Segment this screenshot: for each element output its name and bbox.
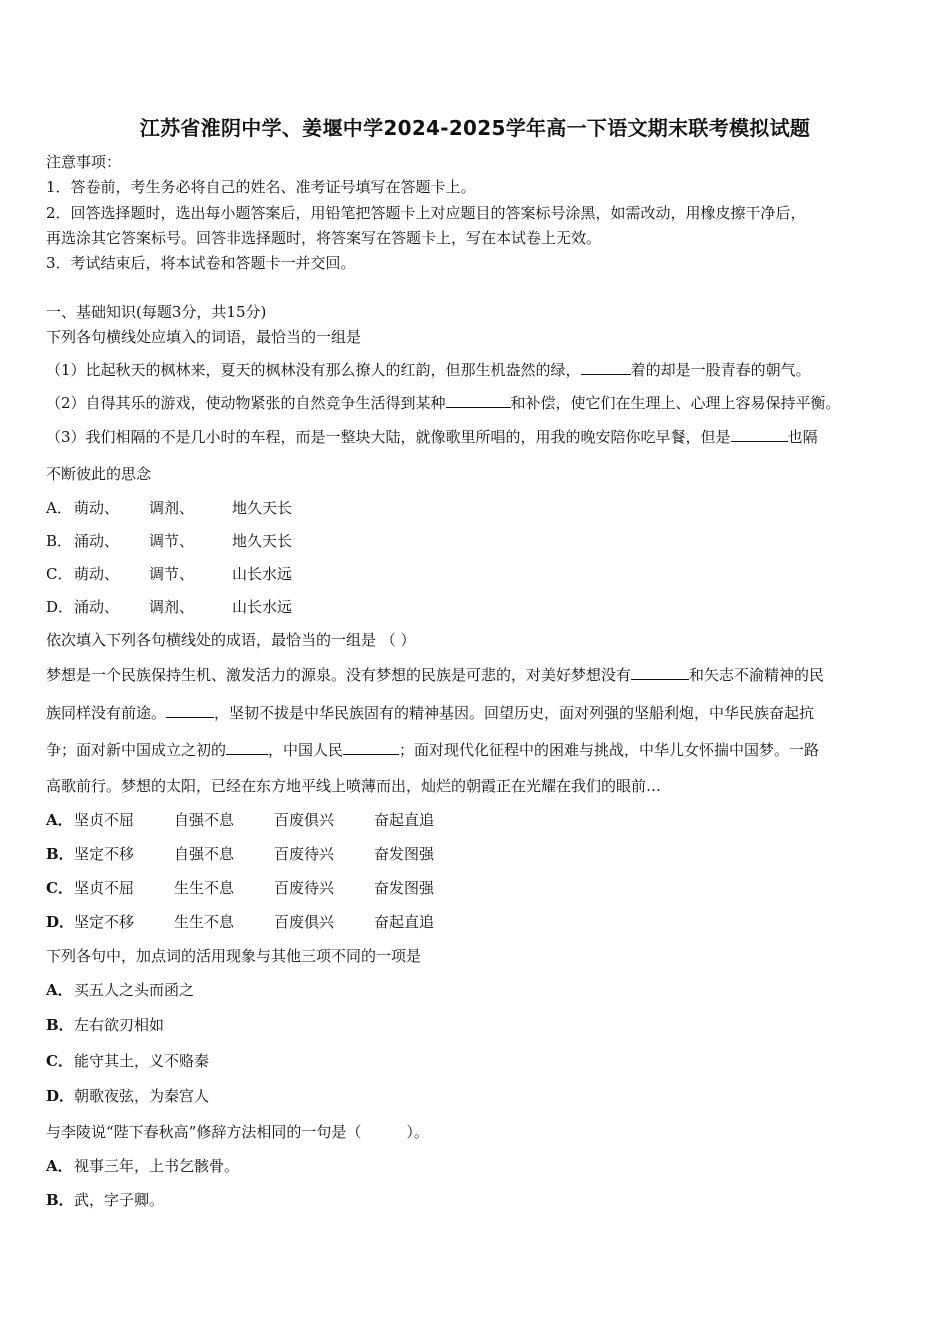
option-word: 百废俱兴 [274, 811, 335, 829]
q1-s2-part-b: 和补偿，使它们在生理上、心理上容易保持平衡。 [510, 394, 841, 412]
option-text: 武，字子卿。 [74, 1191, 165, 1209]
fill-blank [581, 360, 631, 375]
option-word: 自强不息 [174, 845, 235, 863]
option-word: 涌动、 [74, 532, 120, 550]
q2-text: 梦想是一个民族保持生机、激发活力的源泉。没有梦想的民族是可悲的，对美好梦想没有 [46, 666, 632, 684]
option-word: 百废待兴 [274, 879, 335, 897]
fill-blank [731, 427, 788, 442]
option-word: 奋发图强 [374, 879, 435, 897]
q2-stem: 依次填入下列各句横线处的成语，最恰当的一组是 （ ） [46, 631, 416, 649]
q3-option-c[interactable] [46, 1051, 209, 1071]
q2-text: ；面对现代化征程中的困难与挑战，中华儿女怀揣中国梦。一路 [399, 741, 820, 759]
q1-sentence-1 [46, 360, 811, 380]
q1-option-d[interactable] [46, 597, 292, 617]
option-text: 能守其土，义不赂秦 [74, 1052, 210, 1070]
option-label: A． [46, 981, 73, 999]
q2-option-d[interactable] [46, 912, 434, 932]
option-word: 调剂、 [149, 499, 195, 517]
q1-option-a[interactable] [46, 498, 292, 518]
option-label: D． [46, 913, 75, 931]
option-word: 山长水远 [232, 565, 293, 583]
notice-item-3: 3．考试结束后，将本试卷和答题卡一并交回。 [46, 254, 356, 272]
option-text: 买五人之头而函之 [74, 981, 195, 999]
option-word: 百废待兴 [274, 845, 335, 863]
option-word: 奋发图强 [374, 845, 435, 863]
fill-blank [446, 393, 511, 408]
q2-passage-line-2 [46, 703, 814, 723]
q1-sentence-3-cont: 不断彼此的思念 [46, 465, 152, 483]
q4-stem: 与李陵说“陛下春秋高”修辞方法相同的一句是（ ）。 [46, 1123, 429, 1141]
q1-sentence-3 [46, 427, 818, 447]
option-word: 坚贞不屈 [74, 879, 135, 897]
option-label: B． [46, 845, 74, 863]
fill-blank [226, 740, 268, 755]
page-title: 江苏省淮阴中学、姜堰中学2024-2025学年高一下语文期末联考模拟试题 [139, 116, 811, 140]
option-word: 自强不息 [174, 811, 235, 829]
option-text: 左右欲刃相如 [74, 1016, 165, 1034]
q4-option-b[interactable] [46, 1190, 164, 1210]
option-text: 朝歌夜弦，为秦宫人 [74, 1087, 210, 1105]
option-label: A． [46, 1157, 73, 1175]
option-word: 奋起直追 [374, 913, 435, 931]
q1-sentence-2 [46, 393, 841, 413]
q2-passage-line-1 [46, 665, 824, 685]
option-label: C． [46, 1052, 73, 1070]
notice-item-1: 1．答卷前，考生务必将自己的姓名、准考证号填写在答题卡上。 [46, 178, 476, 196]
notice-item-2: 2．回答选择题时，选出每小题答案后，用铅笔把答题卡上对应题目的答案标号涂黑，如需改动，用橡皮擦干净后， [46, 204, 806, 222]
section-heading: 一、基础知识(每题3分，共15分) [46, 303, 267, 321]
q1-s1-part-a: （1）比起秋天的枫林来，夏天的枫林没有那么撩人的红韵，但那生机盎然的绿， [46, 361, 581, 379]
option-word: 坚定不移 [74, 845, 135, 863]
option-word: 生生不息 [174, 913, 235, 931]
option-label: C． [46, 879, 73, 897]
q2-text: ，坚韧不拔是中华民族固有的精神基因。回望历史，面对列强的坚船利炮，中华民族奋起抗 [214, 704, 815, 722]
q2-text: 和矢志不渝精神的民 [689, 666, 825, 684]
q2-option-a[interactable] [46, 810, 434, 830]
option-word: 调节、 [149, 532, 195, 550]
q4-option-a[interactable] [46, 1156, 239, 1176]
q2-text: ，中国人民 [268, 741, 344, 759]
option-label: C． [46, 565, 73, 583]
q3-option-a[interactable] [46, 980, 194, 1000]
option-word: 生生不息 [174, 879, 235, 897]
q2-text: 族同样没有前途。 [46, 704, 167, 722]
option-label: B． [46, 1016, 74, 1034]
q1-option-c[interactable] [46, 564, 292, 584]
option-label: D． [46, 598, 74, 616]
q1-s3-part-a: （3）我们相隔的不是几小时的车程，而是一整块大陆，就像歌里所唱的，用我的晚安陪你吃早餐，但是 [46, 428, 731, 446]
option-word: 萌动、 [74, 565, 120, 583]
option-word: 坚定不移 [74, 913, 135, 931]
option-word: 山长水远 [232, 598, 293, 616]
q3-stem: 下列各句中，加点词的活用现象与其他三项不同的一项是 [46, 947, 422, 965]
q3-option-d[interactable] [46, 1086, 209, 1106]
q2-option-c[interactable] [46, 878, 434, 898]
q1-s1-part-b: 着的却是一股青春的朝气。 [630, 361, 811, 379]
option-label: D． [46, 1087, 75, 1105]
option-label: A． [46, 811, 73, 829]
q1-option-b[interactable] [46, 531, 292, 551]
notice-heading: 注意事项： [46, 153, 122, 171]
option-word: 地久天长 [232, 532, 293, 550]
q2-option-b[interactable] [46, 844, 434, 864]
option-word: 地久天长 [232, 499, 293, 517]
option-word: 调节、 [149, 565, 195, 583]
option-label: B． [46, 532, 73, 550]
q2-passage-line-4: 高歌前行。梦想的太阳，已经在东方地平线上喷薄而出，灿烂的朝霞正在光耀在我们的眼前… [46, 777, 662, 795]
option-word: 萌动、 [74, 499, 120, 517]
option-label: A． [46, 499, 72, 517]
option-word: 涌动、 [74, 598, 120, 616]
fill-blank [631, 665, 689, 680]
option-label: B． [46, 1191, 74, 1209]
q3-option-b[interactable] [46, 1015, 164, 1035]
notice-item-2-cont: 再选涂其它答案标号。回答非选择题时，将答案写在答题卡上，写在本试卷上无效。 [46, 229, 602, 247]
q2-passage-line-3 [46, 740, 819, 760]
option-word: 百废俱兴 [274, 913, 335, 931]
fill-blank [343, 740, 399, 755]
q2-text: 争；面对新中国成立之初的 [46, 741, 227, 759]
option-word: 调剂、 [149, 598, 195, 616]
fill-blank [166, 703, 214, 718]
option-word: 坚贞不屈 [74, 811, 135, 829]
option-text: 视事三年，上书乞骸骨。 [74, 1157, 240, 1175]
q1-s2-part-a: （2）自得其乐的游戏，使动物紧张的自然竞争生活得到某种 [46, 394, 446, 412]
q1-stem: 下列各句横线处应填入的词语，最恰当的一组是 [46, 328, 362, 346]
q1-s3-part-b: 也隔 [787, 428, 818, 446]
option-word: 奋起直追 [374, 811, 435, 829]
